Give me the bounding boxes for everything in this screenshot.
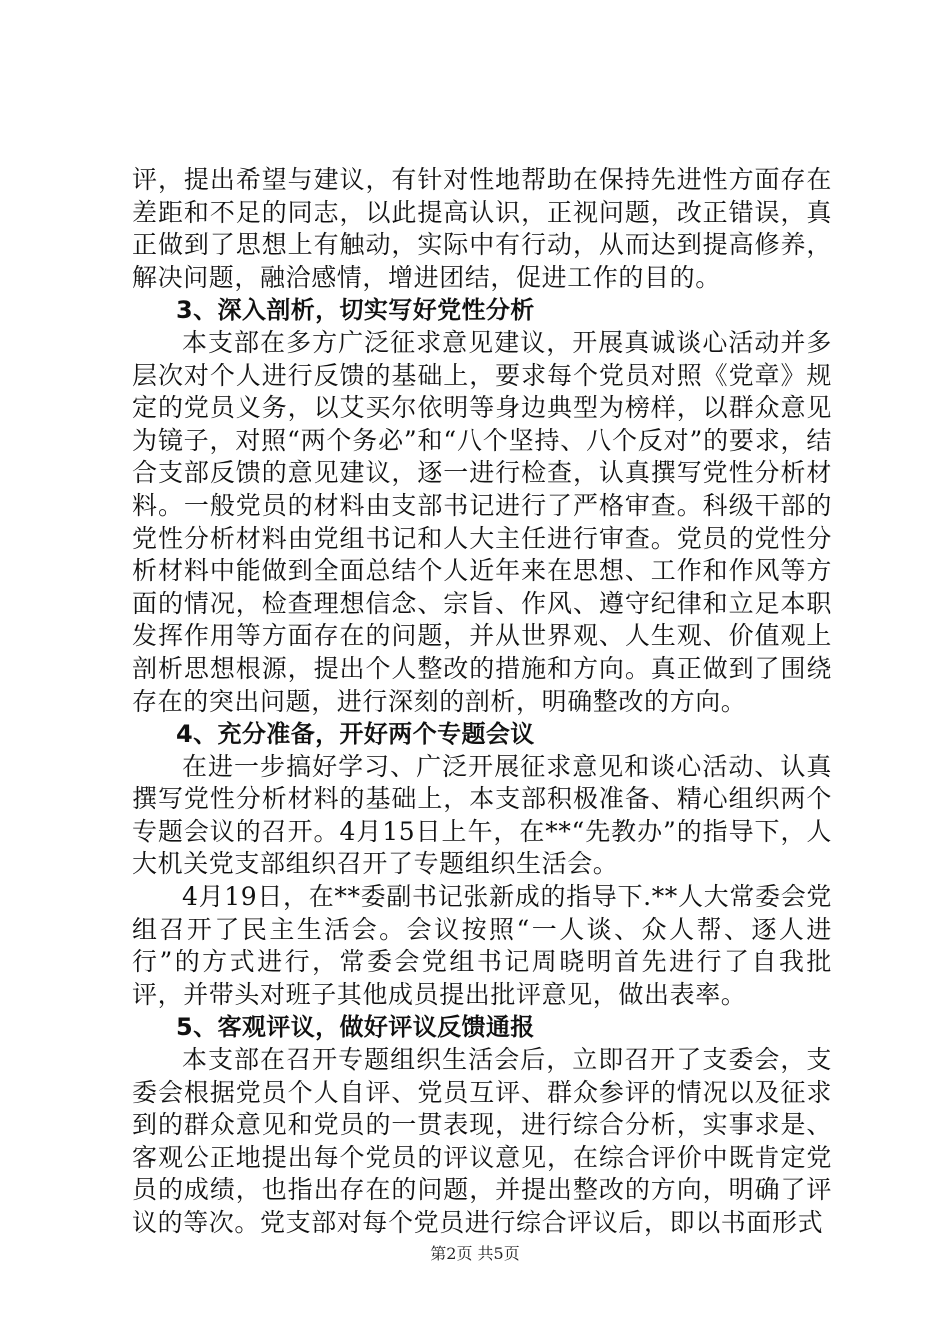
document-body <box>132 164 832 1240</box>
paragraph-3: 在进一步搞好学习、广泛开展征求意见和谈心活动、认真撰写党性分析材料的基础上，本支部积极准备、精心组织两个专题会议的召开。4月15日上午，在**“先教办”的指导下，人大机关党支部组织召开了专题组织生活会。 <box>132 751 832 879</box>
page-number-footer: 第2页 共5页 <box>430 1244 520 1263</box>
paragraph-1: 评，提出希望与建议，有针对性地帮助在保持先进性方面存在差距和不足的同志，以此提高认识，正视问题，改正错误，真正做到了思想上有触动，实际中有行动，从而达到提高修养，解决问题，融洽感情，增进团结，促进工作的目的。 <box>132 165 832 292</box>
section-heading-4: 4、充分准备，开好两个专题会议 <box>176 720 535 749</box>
paragraph-4: 4月19日，在**委副书记张新成的指导下.**人大常委会党组召开了民主生活会。会议按照“一人谈、众人帮、逐人进行”的方式进行，常委会党组书记周晓明首先进行了自我批评，并带头对班子其他成员提出批评意见，做出表率。 <box>132 882 832 1009</box>
paragraph-5: 本支部在召开专题组织生活会后，立即召开了支委会，支委会根据党员个人自评、党员互评、群众参评的情况以及征求到的群众意见和党员的一贯表现，进行综合分析，实事求是、客观公正地提出每个党员的评议意见，在综合评价中既肯定党员的成绩，也指出存在的问题，并提出整改的方向，明确了评议的等次。党支部对每个党员进行综合评议后，即以书面形式 <box>132 1045 832 1237</box>
section-heading-3: 3、深入剖析，切实写好党性分析 <box>176 296 535 325</box>
paragraph-2: 本支部在多方广泛征求意见建议，开展真诚谈心活动并多层次对个人进行反馈的基础上，要求每个党员对照《党章》规定的党员义务，以艾买尔依明等身边典型为榜样，以群众意见为镜子，对照“两个务必”和“八个坚持、八个反对”的要求，结合支部反馈的意见建议，逐一进行检查，认真撰写党性分析材料。一般党员的材料由支部书记进行了严格审查。科级干部的党性分析材料由党组书记和人大主任进行审查。党员的党性分析材料中能做到全面总结个人近年来在思想、工作和作风等方面的情况，检查理想信念、宗旨、作风、遵守纪律和立足本职发挥作用等方面存在的问题，并从世界观、人生观、价值观上剖析思想根源，提出个人整改的措施和方向。真正做到了围绕存在的突出问题，进行深刻的剖析，明确整改的方向。 <box>132 327 832 716</box>
section-heading-5: 5、客观评议，做好评议反馈通报 <box>176 1013 535 1042</box>
